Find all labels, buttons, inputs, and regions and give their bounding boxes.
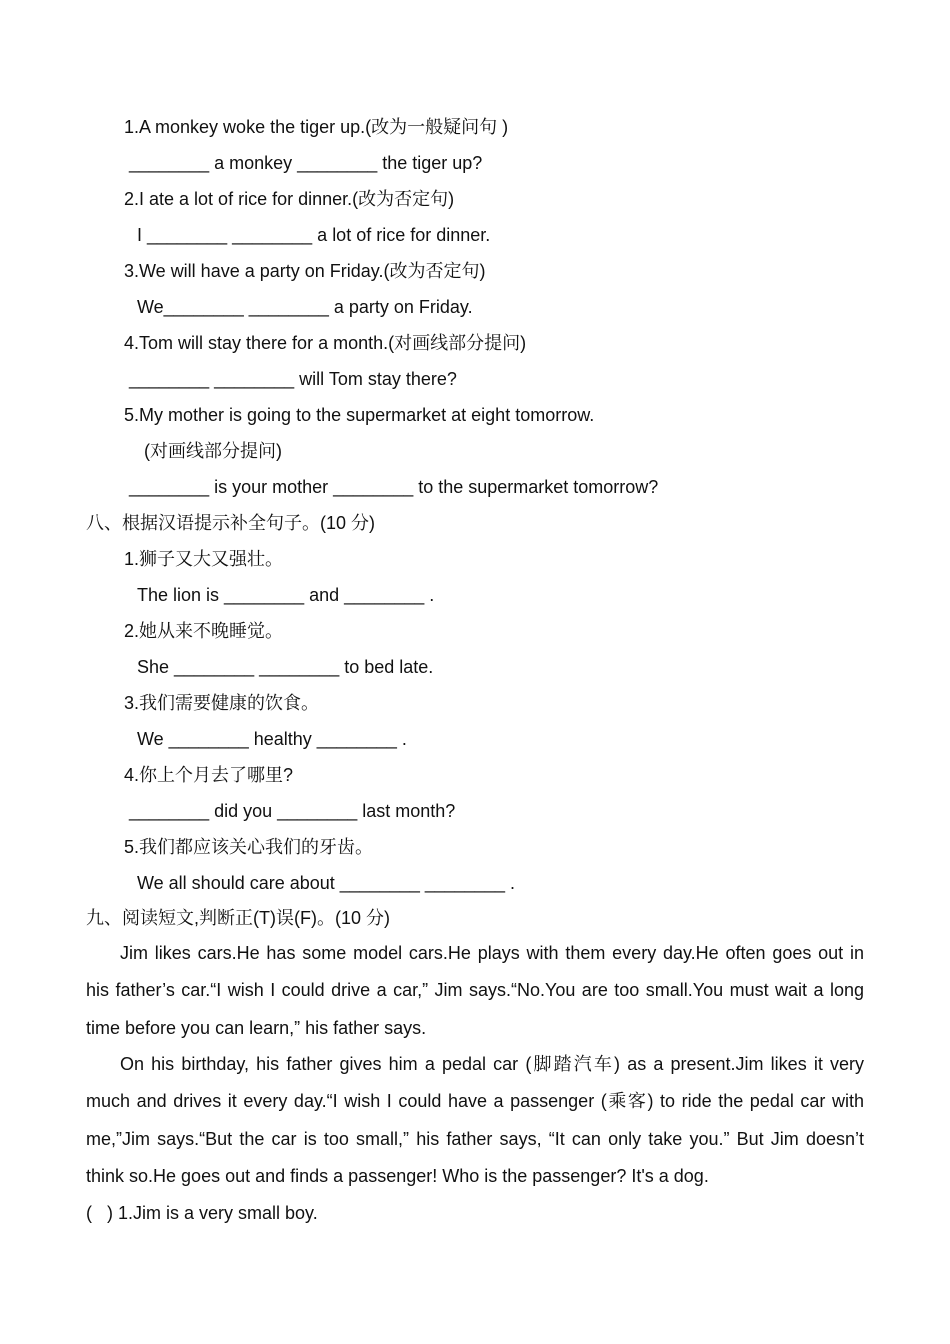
s7-answer-3: We________ ________ a party on Friday. (137, 297, 473, 317)
s7-question-3: 3.We will have a party on Friday.(改为否定句) (124, 261, 486, 281)
s7-answer-1: ________ a monkey ________ the tiger up? (129, 153, 483, 173)
s8-answer-3: We ________ healthy ________ . (137, 729, 407, 749)
s8-question-3: 3.我们需要健康的饮食。 (124, 693, 320, 713)
s7-question-2: 2.I ate a lot of rice for dinner.(改为否定句) (124, 189, 455, 209)
s8-question-5: 5.我们都应该关心我们的牙齿。 (124, 837, 374, 857)
s9-paragraph-1: Jim likes cars.He has some model cars.He plays with them every day.He often goes out in his father’s car.“I wish I could drive a car,” Jim says.“No.You are too small.You must wait a long time before you can learn,” his father says. (86, 943, 864, 1038)
s9-heading: 九、阅读短文,判断正(T)误(F)。(10 分) (86, 908, 390, 928)
s7-answer-5: ________ is your mother ________ to the supermarket tomorrow? (129, 477, 659, 497)
s7-answer-4: ________ ________ will Tom stay there? (129, 369, 457, 389)
s7-question-5: 5.My mother is going to the supermarket at eight tomorrow. (124, 405, 595, 425)
s8-question-2: 2.她从来不晚睡觉。 (124, 621, 284, 641)
s7-question-1: 1.A monkey woke the tiger up.(改为一般疑问句 ) (124, 117, 509, 137)
s8-question-1: 1.狮子又大又强壮。 (124, 549, 284, 569)
s8-answer-2: She ________ ________ to bed late. (137, 657, 434, 677)
s7-question-4: 4.Tom will stay there for a month.(对画线部分提问) (124, 333, 527, 353)
s9-judge-1: ( ) 1.Jim is a very small boy. (86, 1203, 318, 1223)
s8-question-4: 4.你上个月去了哪里? (124, 765, 294, 785)
s8-answer-4: ________ did you ________ last month? (129, 801, 456, 821)
s8-answer-5: We all should care about ________ ________ . (137, 873, 515, 893)
s8-heading: 八、根据汉语提示补全句子。(10 分) (86, 513, 376, 533)
s9-paragraph-2: On his birthday, his father gives him a pedal car (脚踏汽车) as a present.Jim likes it very much and drives it every day.“I wish I could have a passenger (乘客) to ride the pedal car with me,”Jim says.“But the car is too small,” his father says, “It can only take you.” But Jim doesn’t think so.He goes out and finds a passenger! Who is the passenger? It's a dog. (86, 1054, 864, 1187)
s7-answer-2: I ________ ________ a lot of rice for dinner. (137, 225, 491, 245)
s8-answer-1: The lion is ________ and ________ . (137, 585, 435, 605)
s7-question-5-note: (对画线部分提问) (144, 441, 282, 461)
